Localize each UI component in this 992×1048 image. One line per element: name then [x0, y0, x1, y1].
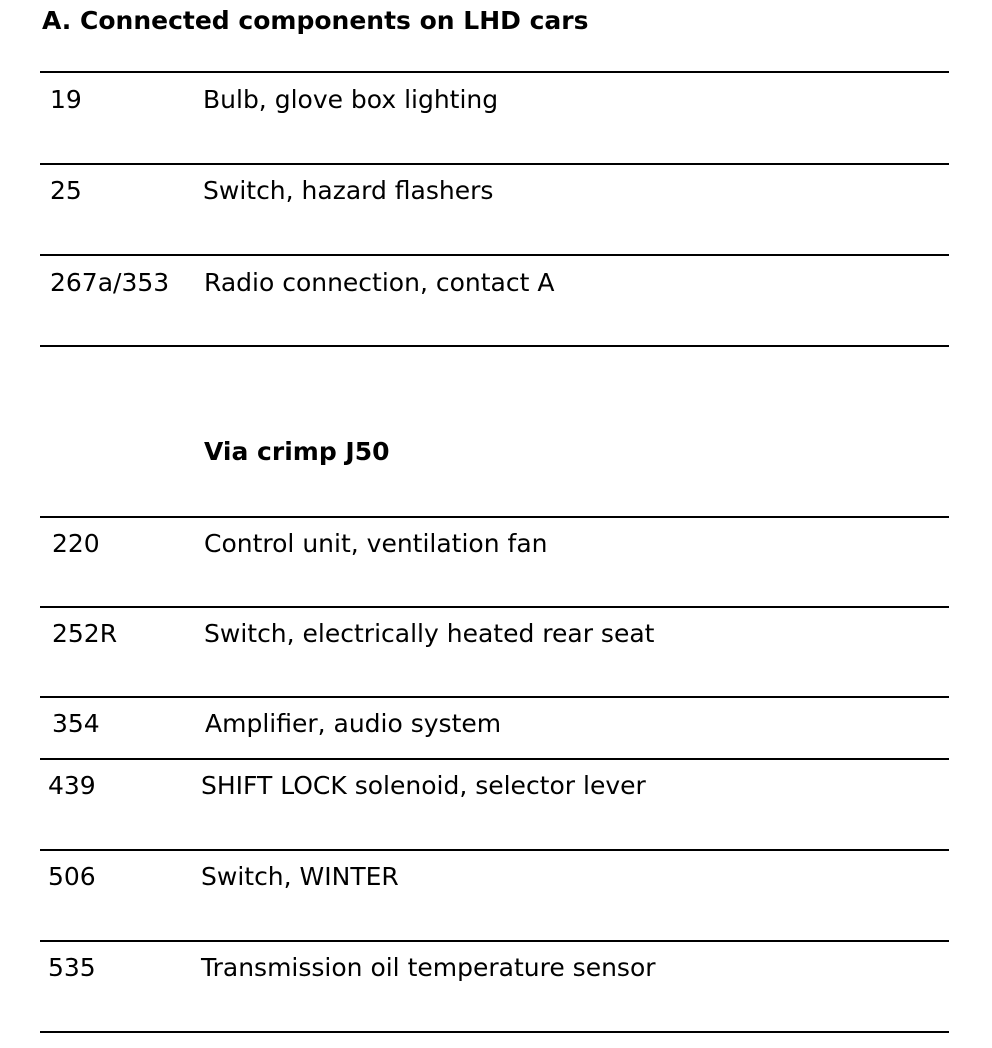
- section-subheading: Via crimp J50: [204, 437, 390, 466]
- table-rule: [40, 849, 949, 851]
- component-code: 220: [52, 529, 100, 558]
- component-code: 19: [50, 85, 82, 114]
- table-rule: [40, 516, 949, 518]
- component-description: Radio connection, contact A: [204, 268, 555, 297]
- table-rule: [40, 1031, 949, 1033]
- component-description: Transmission oil temperature sensor: [201, 953, 656, 982]
- component-description: Switch, WINTER: [201, 862, 399, 891]
- component-code: 439: [48, 771, 96, 800]
- component-description: Control unit, ventilation fan: [204, 529, 548, 558]
- table-rule: [40, 606, 949, 608]
- component-code: 354: [52, 709, 100, 738]
- table-rule: [40, 163, 949, 165]
- component-description: Bulb, glove box lighting: [203, 85, 499, 114]
- component-description: Switch, hazard flashers: [203, 176, 494, 205]
- component-description: SHIFT LOCK solenoid, selector lever: [201, 771, 646, 800]
- component-code: 25: [50, 176, 82, 205]
- table-rule: [40, 71, 949, 73]
- table-rule: [40, 696, 949, 698]
- table-rule: [40, 940, 949, 942]
- component-description: Amplifier, audio system: [205, 709, 502, 738]
- table-rule: [40, 758, 949, 760]
- document-title: A. Connected components on LHD cars: [42, 6, 589, 35]
- component-code: 506: [48, 862, 96, 891]
- table-rule: [40, 254, 949, 256]
- component-code: 267a/353: [50, 268, 170, 297]
- component-code: 252R: [52, 619, 118, 648]
- component-description: Switch, electrically heated rear seat: [204, 619, 655, 648]
- component-code: 535: [48, 953, 96, 982]
- table-rule: [40, 345, 949, 347]
